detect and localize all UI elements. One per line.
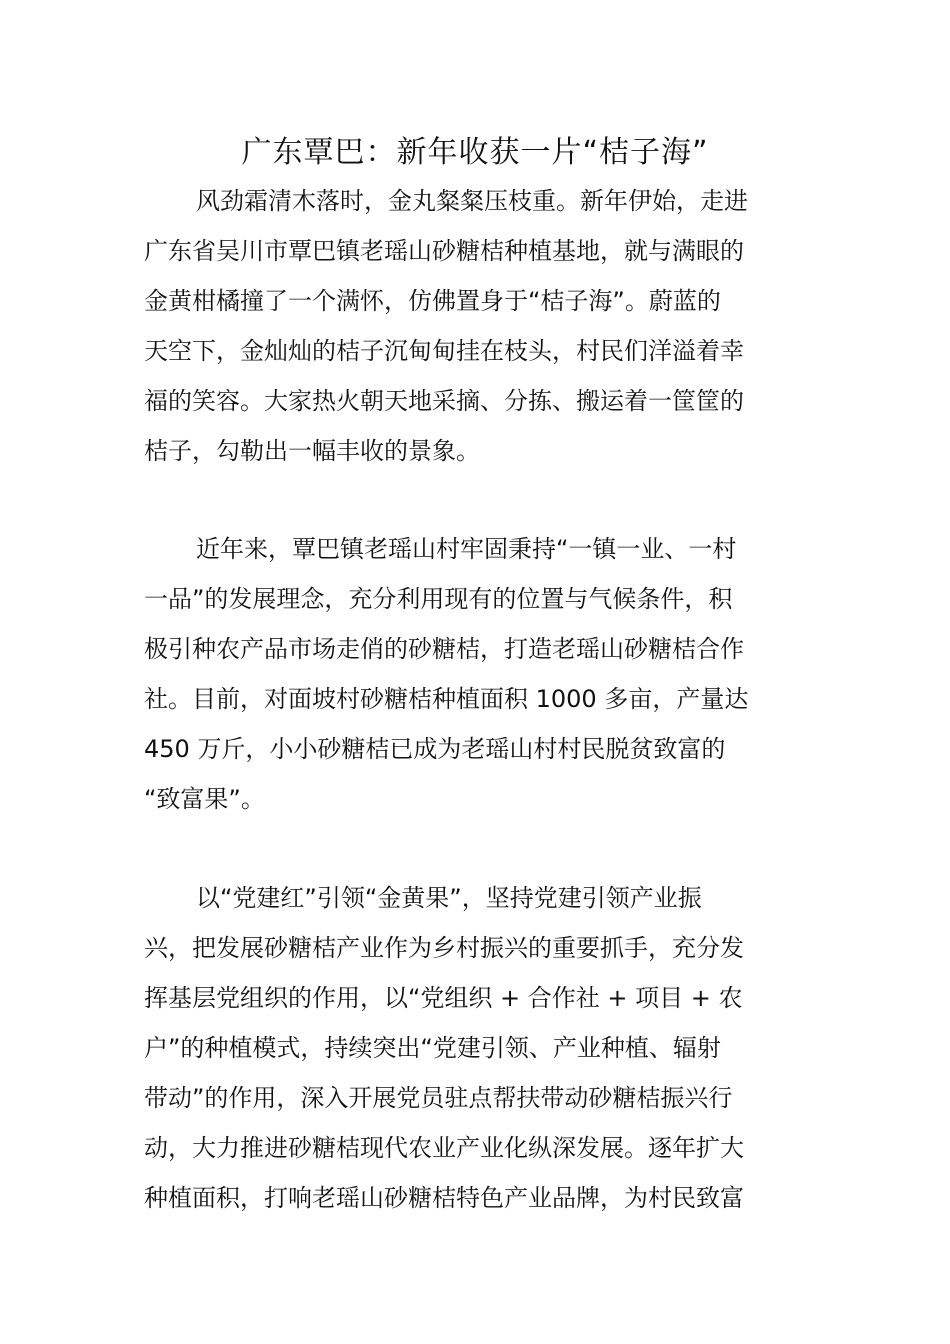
text-line: 户”的种植模式，持续突出“党建引领、产业种植、辐射 — [144, 1034, 721, 1062]
text-line: 广东省吴川市覃巴镇老瑶山砂糖桔种植基地，就与满眼的 — [144, 237, 744, 265]
paragraph-1 — [144, 176, 808, 476]
text-line: 风劲霜清木落时，金丸粲粲压枝重。新年伊始，走进 — [196, 187, 748, 215]
text-line: 天空下，金灿灿的桔子沉甸甸挂在枝头，村民们洋溢着幸 — [144, 337, 744, 365]
text-line: 450 万斤，小小砂糖桔已成为老瑶山村村民脱贫致富的 — [144, 735, 726, 763]
text-line: “致富果”。 — [144, 785, 265, 813]
text-line: 挥基层党组织的作用，以“党组织 + 合作社 + 项目 + 农 — [144, 984, 743, 1012]
paragraph-2 — [144, 524, 808, 824]
text-line: 极引种农产品市场走俏的砂糖桔，打造老瑶山砂糖桔合作 — [144, 635, 744, 663]
text-line: 以“党建红”引领“金黄果”，坚持党建引领产业振 — [196, 884, 702, 912]
text-line: 金黄柑橘撞了一个满怀，仿佛置身于“桔子海”。蔚蓝的 — [144, 287, 721, 315]
text-line: 带动”的作用，深入开展党员驻点帮扶带动砂糖桔振兴行 — [144, 1084, 733, 1112]
text-line: 桔子，勾勒出一幅丰收的景象。 — [144, 437, 480, 465]
text-line: 兴，把发展砂糖桔产业作为乡村振兴的重要抓手，充分发 — [144, 934, 744, 962]
document-title: 广东覃巴：新年收获一片“桔子海” — [241, 135, 709, 170]
text-line: 一品”的发展理念，充分利用现有的位置与气候条件，积 — [144, 585, 733, 613]
text-line: 种植面积，打响老瑶山砂糖桔特色产业品牌，为村民致富 — [144, 1184, 744, 1212]
text-line: 福的笑容。大家热火朝天地采摘、分拣、搬运着一筐筐的 — [144, 387, 744, 415]
text-line: 动，大力推进砂糖桔现代农业产业化纵深发展。逐年扩大 — [144, 1134, 744, 1162]
text-line: 社。目前，对面坡村砂糖桔种植面积 1000 多亩，产量达 — [144, 685, 749, 713]
text-line: 近年来，覃巴镇老瑶山村牢固秉持“一镇一业、一村 — [196, 535, 737, 563]
paragraph-3 — [144, 873, 808, 1223]
